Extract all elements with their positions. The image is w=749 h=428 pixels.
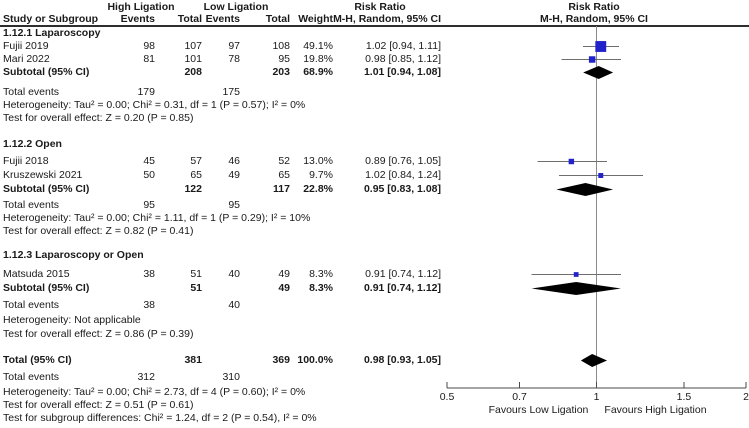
ci-value: 0.89 [0.76, 1.05] bbox=[365, 155, 441, 167]
subgroup-differences-line bbox=[0, 412, 749, 425]
subgroup-title bbox=[0, 138, 749, 151]
ci-value: 1.02 [0.94, 1.11] bbox=[365, 40, 441, 52]
total-label: Total (95% CI) bbox=[3, 354, 72, 366]
axis-tick-label: 0.5 bbox=[439, 391, 455, 403]
overall-effect-line bbox=[0, 225, 749, 238]
overall-effect-text: Test for overall effect: Z = 0.86 (P = 0.39) bbox=[3, 328, 194, 340]
total-low: 108 bbox=[272, 40, 290, 52]
total-high: 51 bbox=[190, 282, 202, 294]
heterogeneity-text: Heterogeneity: Tau² = 0.00; Chi² = 2.73, df = 4 (P = 0.60); I² = 0% bbox=[3, 386, 306, 398]
total-low: 117 bbox=[273, 183, 290, 195]
total-low: 49 bbox=[278, 282, 290, 294]
total-low: 95 bbox=[278, 53, 290, 65]
heterogeneity-text: Heterogeneity: Tau² = 0.00; Chi² = 0.31, df = 1 (P = 0.57); I² = 0% bbox=[3, 99, 306, 111]
overall-effect-line bbox=[0, 399, 749, 412]
events-low: 95 bbox=[228, 199, 240, 211]
weight: 13.0% bbox=[303, 155, 333, 167]
col-events-low: Events bbox=[205, 13, 240, 25]
total-low: 49 bbox=[278, 268, 290, 280]
overall-effect-line bbox=[0, 328, 749, 341]
total-high: 51 bbox=[190, 268, 202, 280]
study-row bbox=[0, 268, 749, 281]
total-high: 122 bbox=[184, 183, 202, 195]
total-low: 369 bbox=[272, 354, 290, 366]
study-row bbox=[0, 40, 749, 53]
events-low: 40 bbox=[228, 268, 240, 280]
ci-value: 0.95 [0.83, 1.08] bbox=[363, 183, 441, 195]
subtotal-label: Subtotal (95% CI) bbox=[3, 183, 90, 195]
heterogeneity-line bbox=[0, 212, 749, 225]
events-high: 95 bbox=[143, 199, 155, 211]
weight: 68.9% bbox=[303, 66, 333, 78]
heterogeneity-text: Heterogeneity: Tau² = 0.00; Chi² = 1.11, df = 1 (P = 0.29); I² = 10% bbox=[3, 212, 311, 224]
col-weight: Weight bbox=[298, 13, 333, 25]
ci-value: 0.98 [0.93, 1.05] bbox=[363, 354, 441, 366]
study-row bbox=[0, 155, 749, 168]
events-low: 49 bbox=[228, 169, 240, 181]
subgroup-title bbox=[0, 27, 749, 40]
col-total-low: Total bbox=[265, 13, 290, 25]
weight: 49.1% bbox=[303, 40, 333, 52]
header-low-ligation: Low Ligation bbox=[203, 1, 269, 13]
ci-value: 0.98 [0.85, 1.12] bbox=[365, 53, 441, 65]
overall-effect-text: Test for overall effect: Z = 0.51 (P = 0.61) bbox=[3, 399, 194, 411]
overall-effect-line bbox=[0, 112, 749, 125]
total-events-label: Total events bbox=[3, 299, 60, 311]
axis-tick-label: 1 bbox=[593, 391, 600, 403]
overall-effect-text: Test for overall effect: Z = 0.20 (P = 0.85) bbox=[3, 112, 194, 124]
weight: 100.0% bbox=[297, 354, 333, 366]
heterogeneity-line bbox=[0, 386, 749, 399]
axis-tick-label: 0.7 bbox=[512, 391, 527, 403]
col-study-or-subgroup: Study or Subgroup bbox=[3, 13, 99, 25]
weight: 22.8% bbox=[303, 183, 333, 195]
events-low: 310 bbox=[222, 371, 240, 383]
weight: 19.8% bbox=[303, 53, 333, 65]
subtotal-label: Subtotal (95% CI) bbox=[3, 282, 90, 294]
total-events-label: Total events bbox=[3, 199, 60, 211]
events-low: 97 bbox=[228, 40, 240, 52]
overall-effect-text: Test for overall effect: Z = 0.82 (P = 0.41) bbox=[3, 225, 194, 237]
weight: 9.7% bbox=[309, 169, 333, 181]
subgroup-title-label: 1.12.1 Laparoscopy bbox=[3, 27, 101, 39]
subgroup-title-label: 1.12.2 Open bbox=[3, 138, 62, 150]
events-low: 175 bbox=[222, 86, 240, 98]
axis-tick-label: 1.5 bbox=[676, 391, 692, 403]
study-name: Kruszewski 2021 bbox=[3, 169, 83, 181]
study-row bbox=[0, 169, 749, 182]
total-low: 203 bbox=[272, 66, 290, 78]
ci-value: 1.01 [0.94, 1.08] bbox=[363, 66, 441, 78]
ci-value: 0.91 [0.74, 1.12] bbox=[363, 282, 441, 294]
total-low: 65 bbox=[278, 169, 290, 181]
study-name: Fujii 2018 bbox=[3, 155, 49, 167]
total-high: 65 bbox=[190, 169, 202, 181]
favours-right-label: Favours High Ligation bbox=[604, 404, 707, 416]
col-events-high: Events bbox=[120, 13, 155, 25]
heterogeneity-line bbox=[0, 99, 749, 112]
events-high: 38 bbox=[143, 268, 155, 280]
events-high: 45 bbox=[143, 155, 155, 167]
total-events-row bbox=[0, 199, 749, 212]
total-high: 101 bbox=[184, 53, 202, 65]
total-events-row bbox=[0, 299, 749, 312]
events-low: 78 bbox=[228, 53, 240, 65]
total-events-label: Total events bbox=[3, 86, 60, 98]
weight: 8.3% bbox=[309, 282, 333, 294]
subtotal-row bbox=[0, 66, 749, 79]
events-high: 38 bbox=[143, 299, 155, 311]
col-total-high: Total bbox=[177, 13, 202, 25]
events-low: 40 bbox=[228, 299, 240, 311]
study-name: Fujii 2019 bbox=[3, 40, 49, 52]
axis-tick-label: 2 bbox=[743, 391, 749, 403]
subgroup-title-label: 1.12.3 Laparoscopy or Open bbox=[3, 249, 144, 261]
total-high: 57 bbox=[190, 155, 202, 167]
total-high: 381 bbox=[184, 354, 202, 366]
total-events-label: Total events bbox=[3, 371, 60, 383]
heterogeneity-line bbox=[0, 314, 749, 327]
total-low: 52 bbox=[278, 155, 290, 167]
total-high: 208 bbox=[184, 66, 202, 78]
subtotal-row bbox=[0, 183, 749, 196]
header-plot-subtitle: M-H, Random, 95% CI bbox=[540, 13, 648, 25]
study-name: Mari 2022 bbox=[3, 53, 50, 65]
total-events-row bbox=[0, 86, 749, 99]
header-risk-ratio-plot: Risk Ratio bbox=[568, 1, 620, 13]
subgroup-differences-text: Test for subgroup differences: Chi² = 1.24, df = 2 (P = 0.54), I² = 0% bbox=[3, 412, 317, 424]
header-risk-ratio-left: Risk Ratio bbox=[354, 1, 406, 13]
events-high: 50 bbox=[143, 169, 155, 181]
header-high-ligation: High Ligation bbox=[107, 1, 175, 13]
events-high: 179 bbox=[137, 86, 155, 98]
heterogeneity-text: Heterogeneity: Not applicable bbox=[3, 314, 141, 326]
events-high: 98 bbox=[143, 40, 155, 52]
total-row bbox=[0, 354, 749, 367]
favours-left-label: Favours Low Ligation bbox=[488, 404, 589, 416]
weight: 8.3% bbox=[309, 268, 333, 280]
subgroup-title bbox=[0, 249, 749, 262]
study-row bbox=[0, 53, 749, 66]
events-high: 81 bbox=[143, 53, 155, 65]
study-name: Matsuda 2015 bbox=[3, 268, 70, 280]
total-events-row bbox=[0, 371, 749, 384]
events-low: 46 bbox=[228, 155, 240, 167]
ci-value: 1.02 [0.84, 1.24] bbox=[365, 169, 441, 181]
subtotal-label: Subtotal (95% CI) bbox=[3, 66, 90, 78]
ci-value: 0.91 [0.74, 1.12] bbox=[365, 268, 441, 280]
subtotal-row bbox=[0, 282, 749, 295]
total-high: 107 bbox=[184, 40, 202, 52]
events-high: 312 bbox=[137, 371, 155, 383]
col-ci: M-H, Random, 95% CI bbox=[333, 13, 441, 25]
